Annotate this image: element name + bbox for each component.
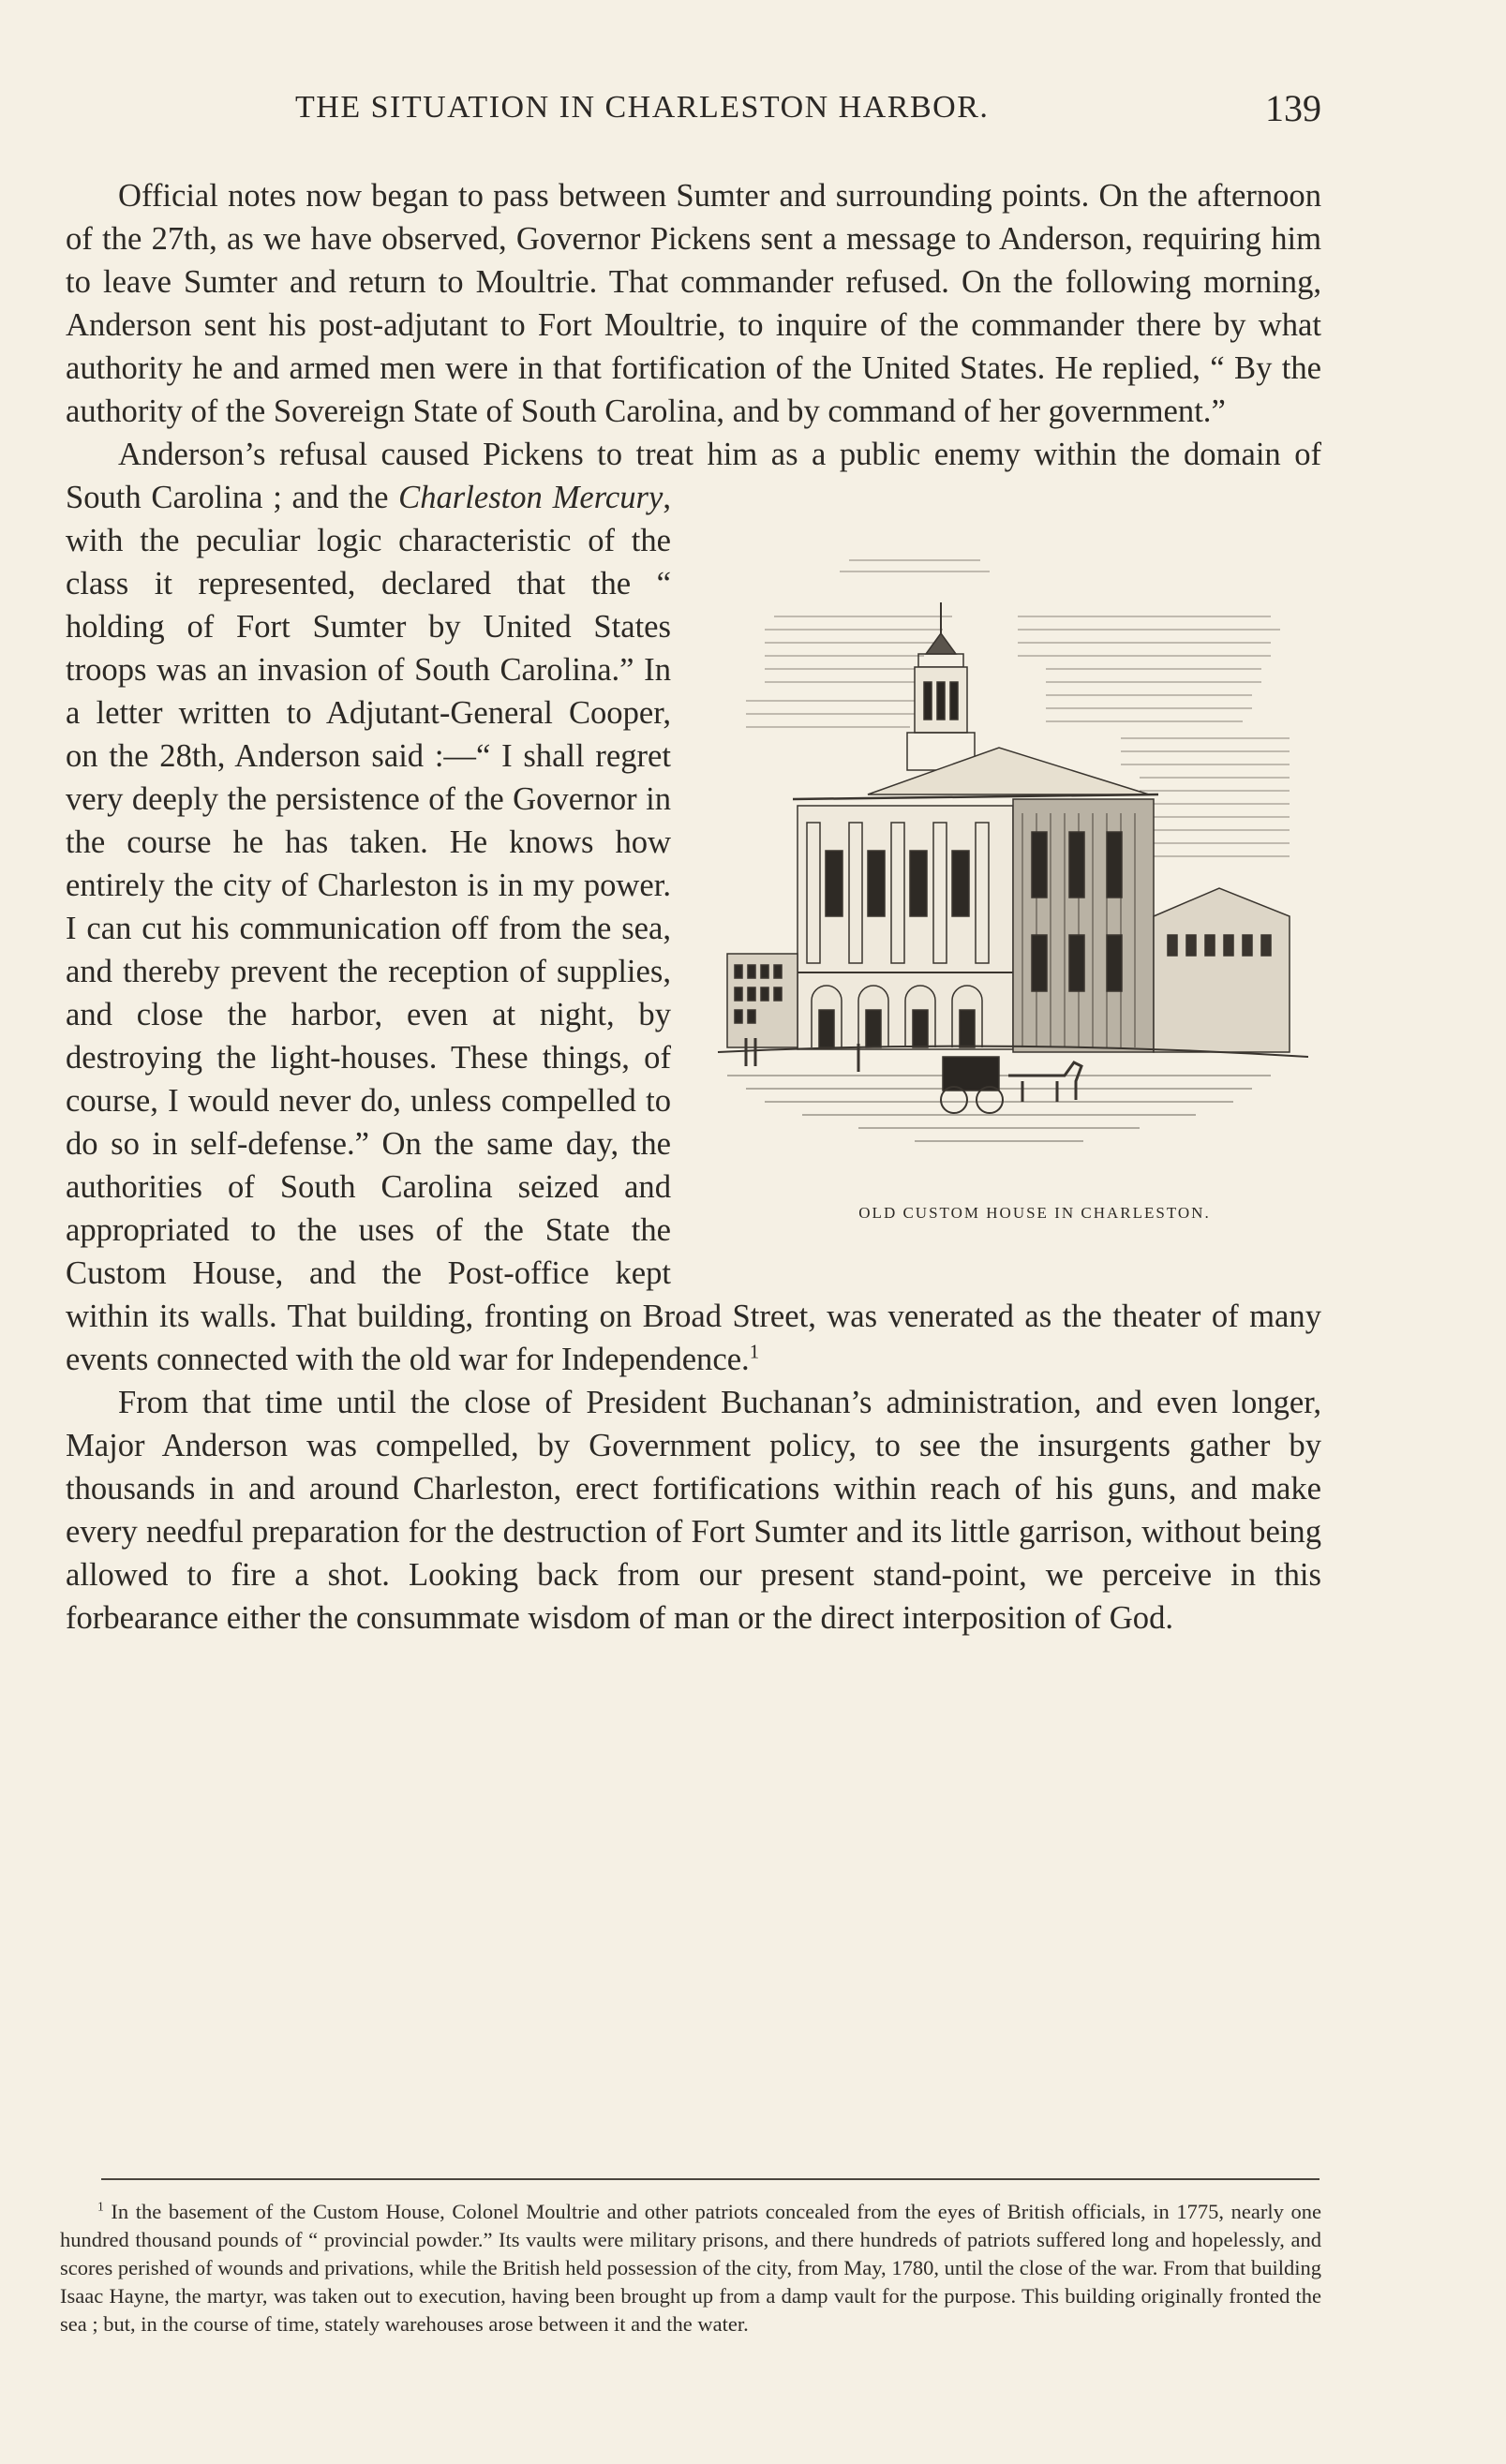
paragraph-2-quote xyxy=(66,480,1321,1377)
newspaper-title: Charleston Mercury xyxy=(398,480,664,515)
running-title: THE SITUATION IN CHARLESTON HARBOR. xyxy=(295,90,990,125)
paragraph-3: From that time until the close of President Buchanan’s administration, and even longer, Major Anderson was compelled, by Government policy, to see the insurgents gather by thousands in and around Charleston, erect fortifications within reach of his guns, and make every needful preparation for the destruction of Fort Sumter and its little garrison, without being allowed to fire a shot. Looking back from our present stand-point, we perceive in this forbearance either the consummate wisdom of man or the direct interposition of God. xyxy=(66,1385,1321,1636)
body-text xyxy=(66,174,1321,1640)
paragraph-1: Official notes now began to pass between Sumter and surrounding points. On the afternoon of the 27th, as we have observed, Governor Pickens sent a message to Anderson, requiring him to leave Sumter and return to Moultrie. That commander refused. On the following morning, Anderson sent his post-adjutant to Fort Moultrie, to inquire of the commander there by what authority he and armed men were in that fortification of the United States. He replied, “ By the authority of the Sovereign State of South Carolina, and by command of her government.” xyxy=(66,178,1321,429)
footnote-1 xyxy=(60,2198,1321,2338)
paragraph-2-start: Anderson’s refusal caused Pickens to treat him as a public enemy within the domain of South Carolina ; and the xyxy=(66,437,1321,515)
custom-house-engraving xyxy=(708,513,1308,1188)
footnotes xyxy=(60,2198,1321,2338)
paragraph-2-body: , with the peculiar logic characteristic of the class it represented, declared that the “ holding of Fort Sumter by United States troops was an invasion of South Carolina.” In a letter written to Adjutant-General Cooper, on the 28th, Anderson said :—“ I shall regret very deeply the persistence of the Governor in the course he has taken. He knows how entirely the city of Charleston is in my power. I can cut his communication off from the sea, and thereby prevent the reception of supplies, and close the harbor, even at night, by destroying the light-houses. These things, of course, I would never do, unless compelled to do so in self-defense.” On the same day, the authorities of South Carolina seized and appropriated to the uses of the State the Custom House, and the Post-office kept within its walls. That building, fronting on Broad Street, was venerated as the theater of many events connected with the old war for Independence. xyxy=(66,480,1321,1377)
running-head xyxy=(66,82,1321,139)
page-number: 139 xyxy=(1265,87,1321,129)
footnote-text: In the basement of the Custom House, Colonel Moultrie and other patriots concealed from the eyes of British officials, in 1775, nearly one hundred thousand pounds of “ provincial powder.” Its vaults were military prisons, and there hundreds of patriots suffered long and hopelessly, and scores perished of wounds and privations, while the British held possession of the city, from May, 1780, until the close of the war. From that building Isaac Hayne, the martyr, was taken out to execution, having been brought up from a damp vault for the purpose. This building originally fronted the sea ; but, in the course of time, stately warehouses arose between it and the water. xyxy=(60,2200,1321,2336)
footnote-marker: 1 xyxy=(97,2199,104,2214)
figure-caption: OLD CUSTOM HOUSE IN CHARLESTON. xyxy=(858,1204,1211,1222)
footnote-ref: 1 xyxy=(749,1342,760,1363)
custom-house-figure xyxy=(695,476,1321,1272)
paragraph-2 xyxy=(66,433,1321,1381)
footnote-rule xyxy=(101,2178,1320,2180)
